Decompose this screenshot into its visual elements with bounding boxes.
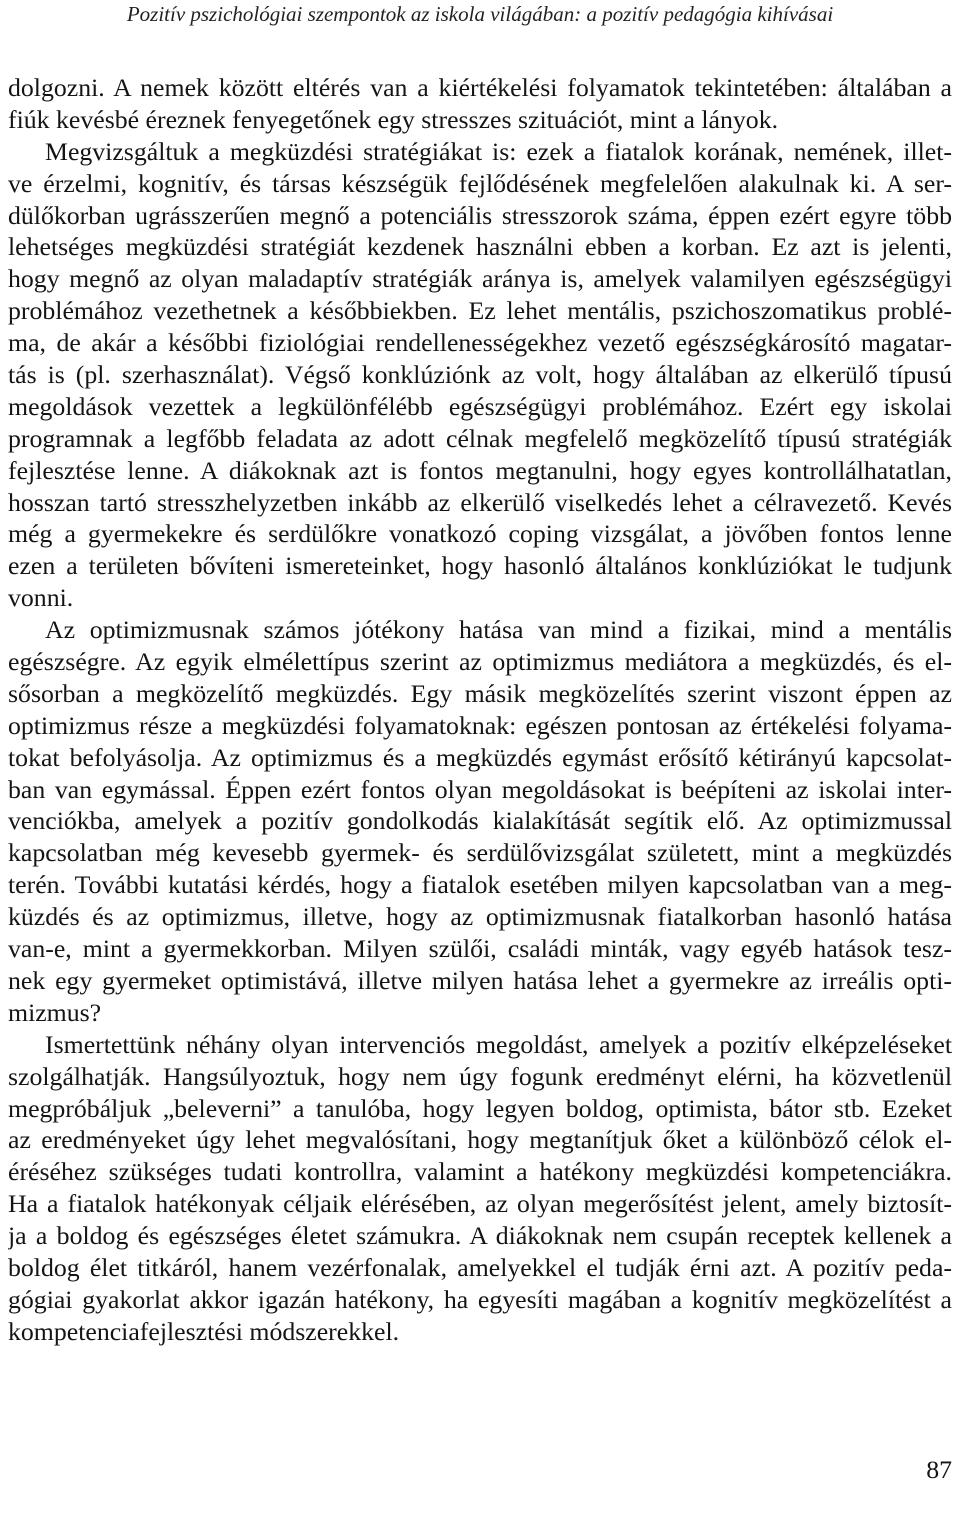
text-line: nek egy gyermeket optimistává, illetve milyen hatása lehet a gyermekre az irreális opti- [8,965,952,995]
text-line: megpróbáljuk „beleverni” a tanulóba, hogy legyen boldog, optimista, bátor stb. Ezeket [8,1093,952,1123]
text-line: sősorban a megközelítő megküzdés. Egy másik megközelítés szerint viszont éppen az [8,678,952,708]
text-line: ve érzelmi, kognitív, és társas készségük fejlődésének megfelelően alakulnak ki. A ser- [8,168,952,198]
text-line: venciókba, amelyek a pozitív gondolkodás kialakítását segítik elő. Az optimizmussal [8,806,952,836]
text-line: az eredményeket úgy lehet megvalósítani, hogy megtanítjuk őket a különböző célok el- [8,1125,952,1155]
text-line: hosszan tartó stresszhelyzetben inkább az elkerülő viselkedés lehet a célravezető. Kevés [8,487,952,517]
text-line: fiúk kevésbé éreznek fenyegetőnek egy stresszes szituációt, mint a lányok. [8,104,779,134]
text-line: küzdés és az optimizmus, illetve, hogy az optimizmusnak fiatalkorban hasonló hatása [8,902,952,932]
running-header: Pozitív pszichológiai szempontok az iskola világában: a pozitív pedagógia kihívásai [126,2,834,26]
text-line: ma, de akár a későbbi fiziológiai rendellenességekhez vezető egészségkárosító magatar- [8,328,952,358]
text-line: kompetenciafejlesztési módszerekkel. [8,1316,400,1346]
text-line: vonni. [8,583,74,613]
paragraph [8,1029,952,1348]
text-line: optimizmus része a megküzdési folyamatoknak: egészen pontosan az értékelési folyama- [8,710,952,740]
text-line: Ha a fiatalok hatékonyak céljaik elérésében, az olyan megerősítést jelent, amely biztosít- [8,1189,952,1219]
text-line: Ismertettünk néhány olyan intervenciós megoldást, amelyek a pozitív elképzeléseket [45,1029,952,1059]
text-line: programnak a legfőbb feladata az adott célnak megfelelő megközelítő típusú stratégiák [8,423,952,453]
page-number: 87 [926,1455,952,1484]
text-line: hogy megnő az olyan maladaptív stratégiák aránya is, amelyek valamilyen egészségügyi [8,264,952,294]
text-line: tás is (pl. szerhasználat). Végső konklúziónk az volt, hogy általában az elkerülő típusú [8,360,952,390]
paragraph [8,136,952,614]
text-line: fejlesztése lenne. A diákoknak azt is fontos megtanulni, hogy egyes kontrollálhatatlan, [8,455,952,485]
paragraph [8,72,952,136]
text-line: megoldások vezettek a legkülönfélébb egészségügyi problémához. Ezért egy iskolai [8,391,952,421]
text-line: boldog élet titkáról, hanem vezérfonalak, amelyekkel el tudják érni azt. A pozitív peda- [8,1252,952,1282]
text-line: problémához vezethetnek a későbbiekben. Ez lehet mentális, pszichoszomatikus problé- [8,296,952,326]
text-line: szolgálhatják. Hangsúlyoztuk, hogy nem úgy fogunk eredményt elérni, ha közvetlenül [8,1061,952,1091]
text-line: van-e, mint a gyermekkorban. Milyen szülői, családi minták, vagy egyéb hatások tesz- [8,934,952,964]
text-line: ezen a területen bővíteni ismereteinket, hogy hasonló általános konklúziókat le tudjunk [8,551,952,581]
text-line: éréséhez szükséges tudati kontrollra, valamint a hatékony megküzdési kompetenciákra. [8,1157,952,1187]
text-line: lehetséges megküzdési stratégiát kezdenek használni ebben a korban. Ez azt is jelenti, [8,232,952,262]
text-line: Megvizsgáltuk a megküzdési stratégiákat is: ezek a fiatalok korának, nemének, illet- [45,136,952,166]
text-line: dolgozni. A nemek között eltérés van a kiértékelési folyamatok tekintetében: általában a [8,73,952,102]
text-line: terén. További kutatási kérdés, hogy a fiatalok esetében milyen kapcsolatban van a meg- [8,870,952,900]
text-line: gógiai gyakorlat akkor igazán hatékony, ha egyesíti magában a kognitív megközelítést a [8,1284,952,1314]
text-line: mizmus? [8,997,102,1027]
text-line: ja a boldog és egészséges életet számukra. A diákoknak nem csupán receptek kellenek a [8,1221,952,1251]
paragraph [8,614,952,1029]
body-text [8,72,952,1348]
text-line: ban van egymással. Éppen ezért fontos olyan megoldásokat is beépíteni az iskolai inter- [8,774,952,804]
text-line: egészségre. Az egyik elmélettípus szerint az optimizmus mediátora a megküzdés, és el- [8,647,952,677]
text-line: dülőkorban ugrásszerűen megnő a potenciális stresszorok száma, éppen ezért egyre több [8,200,952,230]
text-line: még a gyermekekre és serdülőkre vonatkozó coping vizsgálat, a jövőben fontos lenne [8,519,952,549]
text-line: kapcsolatban még kevesebb gyermek- és serdülővizsgálat született, mint a megküzdés [8,838,952,868]
text-line: Az optimizmusnak számos jótékony hatása van mind a fizikai, mind a mentális [45,615,952,645]
text-line: tokat befolyásolja. Az optimizmus és a megküzdés egymást erősítő kétirányú kapcsolat- [8,742,952,772]
